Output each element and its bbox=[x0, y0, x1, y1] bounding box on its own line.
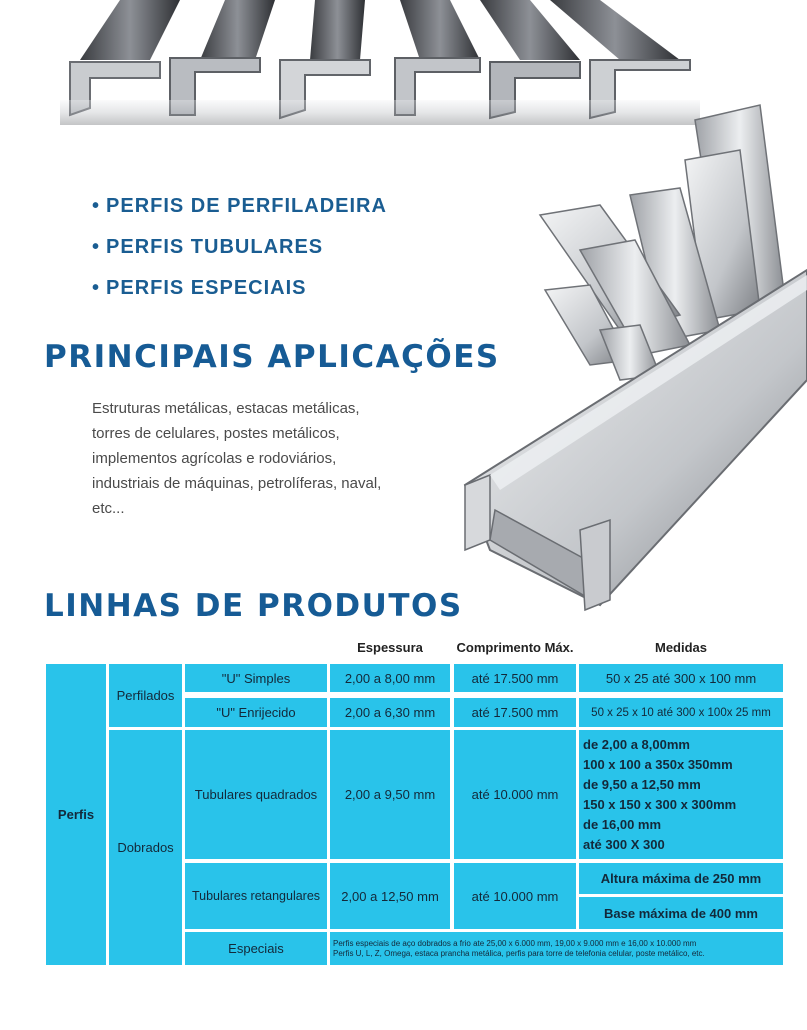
tub-quadrados-dimensions bbox=[579, 730, 783, 859]
tub-retangulares-max-length: até 10.000 mm bbox=[454, 863, 576, 929]
especiais-note-line-1: Perfis especiais de aço dobrados a frio ate 25,00 x 6.000 mm, 19,00 x 9.000 mm e 16,00 x 10.000 mm bbox=[333, 938, 697, 948]
list-item: • PERFIS TUBULARES bbox=[92, 236, 324, 258]
product-type-list bbox=[92, 192, 387, 315]
header-max-length: Comprimento Máx. bbox=[456, 640, 574, 655]
especiais-note bbox=[330, 932, 783, 965]
bullet-icon: • bbox=[92, 277, 101, 299]
dimension-line: de 2,00 a 8,00mm bbox=[583, 736, 690, 752]
tub-retangulares-base: Base máxima de 400 mm bbox=[579, 897, 783, 929]
tub-retangulares-thickness: 2,00 a 12,50 mm bbox=[330, 863, 450, 929]
tub-quadrados-thickness: 2,00 a 9,50 mm bbox=[330, 730, 450, 859]
dimension-line: de 9,50 a 12,50 mm bbox=[583, 776, 701, 792]
list-item: • PERFIS DE PERFILADEIRA bbox=[92, 195, 387, 217]
group-dobrados: Dobrados bbox=[109, 730, 182, 965]
row-name-tub-quadrados: Tubulares quadrados bbox=[185, 730, 327, 859]
bullet-icon: • bbox=[92, 195, 101, 217]
category-perfis: Perfis bbox=[46, 664, 106, 965]
especiais-note-line-2: Perfis U, L, Z, Omega, estaca prancha metálica, perfis para torre de telefonia celular, poste metálico, etc. bbox=[333, 948, 705, 958]
applications-text: Estruturas metálicas, estacas metálicas, torres de celulares, postes metálicos, implementos agrícolas e rodoviários, industriais de máquinas, petrolíferas, naval, etc... bbox=[92, 400, 382, 517]
u-enrijecido-dimensions: 50 x 25 x 10 até 300 x 100x 25 mm bbox=[579, 698, 783, 727]
tub-quadrados-max-length: até 10.000 mm bbox=[454, 730, 576, 859]
u-simples-dimensions: 50 x 25 até 300 x 100 mm bbox=[579, 664, 783, 692]
tub-retangulares-height: Altura máxima de 250 mm bbox=[579, 863, 783, 894]
group-perfilados: Perfilados bbox=[109, 664, 182, 727]
row-name-u-enrijecido: "U" Enrijecido bbox=[185, 698, 327, 727]
dimension-line: de 16,00 mm bbox=[583, 816, 662, 832]
list-item: • PERFIS ESPECIAIS bbox=[92, 277, 307, 299]
header-dimensions: Medidas bbox=[654, 640, 707, 655]
row-name-especiais: Especiais bbox=[185, 932, 327, 965]
dimension-line: 100 x 100 a 350x 350mm bbox=[583, 756, 733, 772]
dimension-line: 150 x 150 x 300 x 300mm bbox=[583, 796, 737, 812]
aluminum-profiles-illustration bbox=[460, 100, 807, 615]
header-thickness: Espessura bbox=[357, 640, 423, 655]
row-name-tub-retangulares: Tubulares retangulares bbox=[185, 863, 327, 929]
u-enrijecido-thickness: 2,00 a 6,30 mm bbox=[330, 698, 450, 727]
u-simples-thickness: 2,00 a 8,00 mm bbox=[330, 664, 450, 692]
product-lines-title: LINHAS DE PRODUTOS bbox=[44, 588, 463, 624]
bullet-icon: • bbox=[92, 236, 101, 258]
applications-title: PRINCIPAIS APLICAÇÕES bbox=[44, 339, 500, 375]
dimension-line: até 300 X 300 bbox=[583, 836, 665, 852]
u-enrijecido-max-length: até 17.500 mm bbox=[454, 698, 576, 727]
u-simples-max-length: até 17.500 mm bbox=[454, 664, 576, 692]
row-name-u-simples: "U" Simples bbox=[185, 664, 327, 692]
